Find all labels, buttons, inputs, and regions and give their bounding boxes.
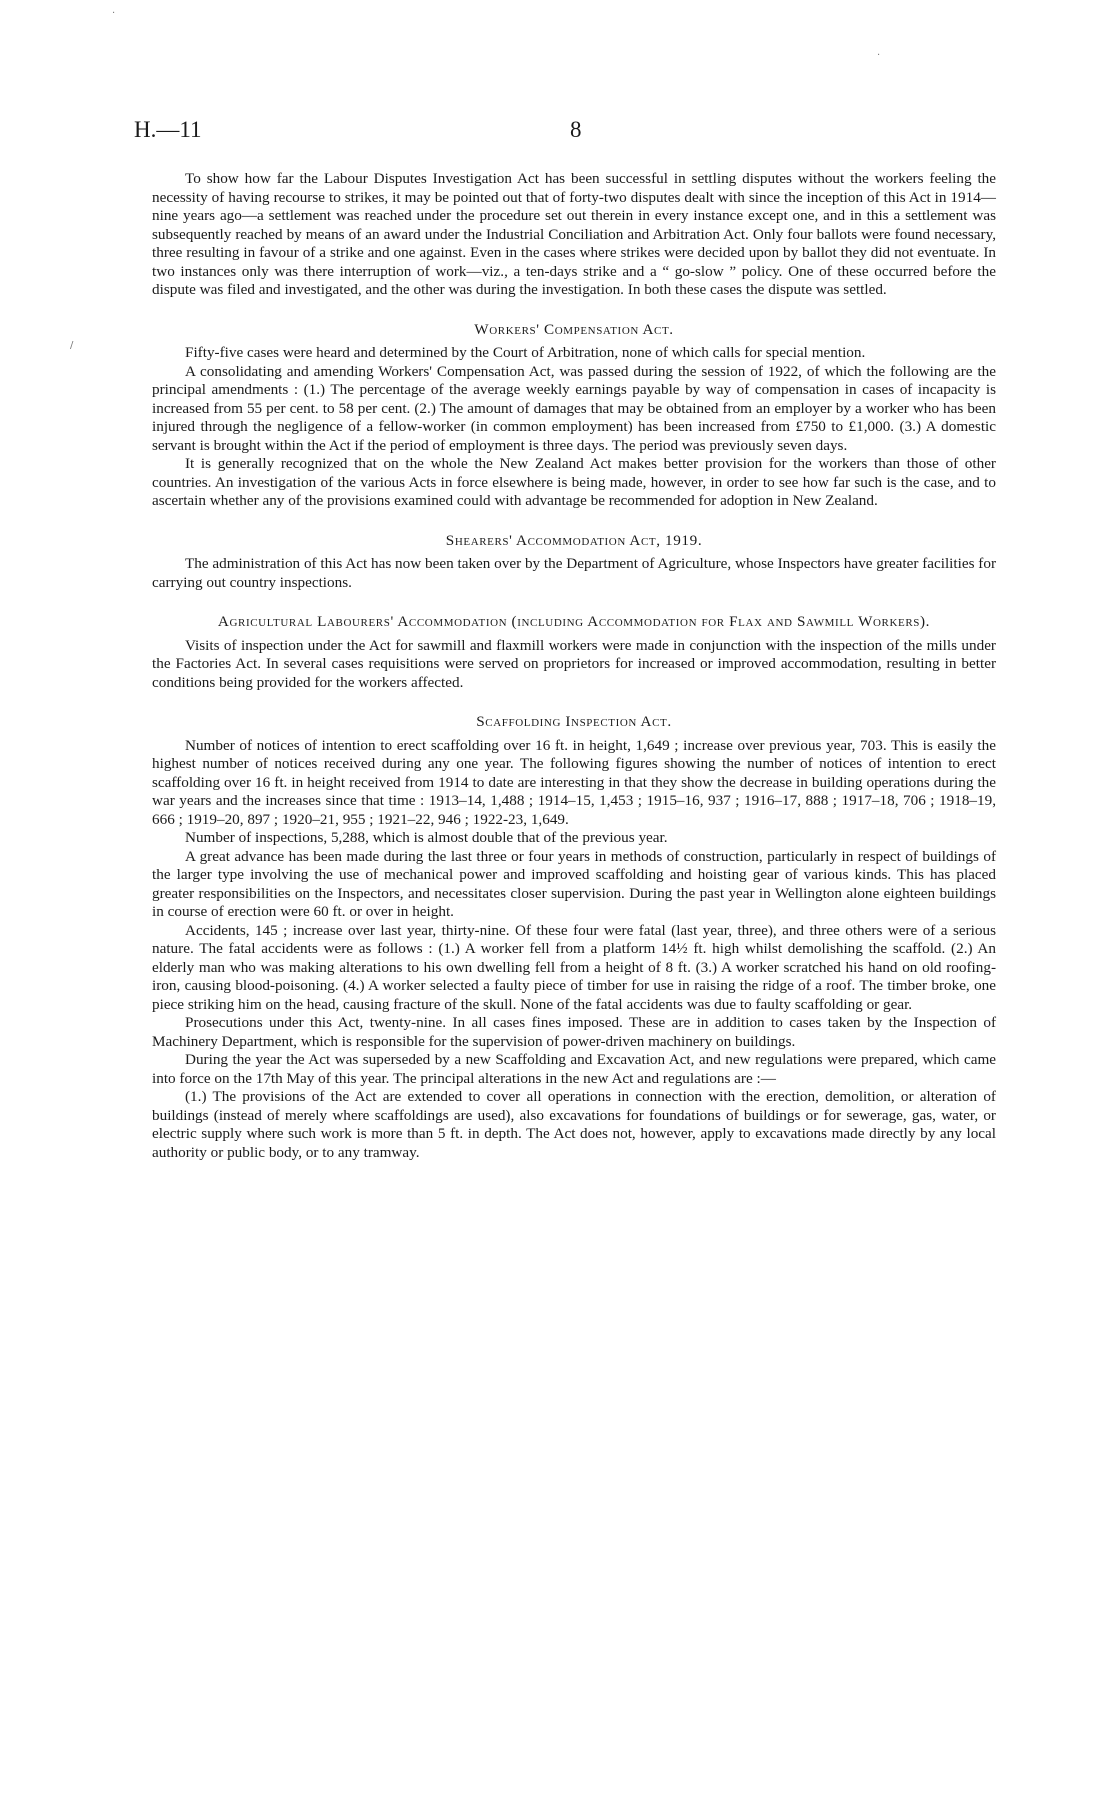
intro-paragraph: To show how far the Labour Disputes Investigation Act has been successful in settling disputes without the workers feeling the necessity of having recourse to strikes, it may be pointed out that of forty-two disputes dealt with since the inception of this Act in 1914—nine years ago—a settlement was reached under the procedure set out therein in every instance except one, and in this a settlement was subsequently reached by means of an award under the Industrial Conciliation and Arbitration Act. Only four ballots were found necessary, three resulting in favour of a strike and one against. Even in the cases where strikes were decided upon by ballot they did not eventuate. In two instances only was there interruption of work—viz., a ten-days strike and a “ go-slow ” policy. One of these occurred before the dispute was filed and investigated, and the other was during the investigation. In both these cases the dispute was settled. xyxy=(152,170,996,298)
section-agricultural-labourers xyxy=(152,613,996,692)
paragraph: A great advance has been made during the last three or four years in methods of construction, particularly in respect of buildings of the larger type involving the use of mechanical power and improved scaffolding and hoisting gear of various kinds. This has placed greater responsibilities on the Inspectors, and necessitates closer supervision. During the past year in Wellington alone eighteen buildings in course of erection were 60 ft. or over in height. xyxy=(152,847,996,920)
paragraph: Accidents, 145 ; increase over last year, thirty-nine. Of these four were fatal (last year, three), and three others were of a serious nature. The fatal accidents were as follows : (1.) A worker fell from a platform 14½ ft. high whilst demolishing the scaffold. (2.) An elderly man who was making alterations to his own dwelling fell from a height of 8 ft. (3.) A worker scratched his hand on old roofing-iron, causing blood-poisoning. (4.) A worker selected a faulty piece of timber for use in raising the ridge of a roof. The timber broke, one piece striking him on the head, causing fracture of the skull. None of the fatal accidents was due to faulty scaffolding or gear. xyxy=(152,921,996,1013)
section-heading: Agricultural Labourers' Accommodation (including Accommodation for Flax and Sawmill Workers). xyxy=(217,613,931,630)
section-shearers-accommodation xyxy=(152,532,996,593)
page-number: 8 xyxy=(570,117,582,142)
paragraph: (1.) The provisions of the Act are extended to cover all operations in connection with the erection, demolition, or alteration of buildings (instead of merely where scaffoldings are used), also excavations for foundations of buildings or for sewerage, gas, water, or electric supply where such work is more than 5 ft. in depth. The Act does not, however, apply to excavations made directly by any local authority or public body, or to any tramway. xyxy=(152,1088,996,1161)
scan-mark: · xyxy=(112,8,116,19)
paragraph: Number of notices of intention to erect scaffolding over 16 ft. in height, 1,649 ; increase over previous year, 703. This is easily the highest number of notices received during any one year. The following figures showing the number of notices of intention to erect scaffolding over 16 ft. in height received from 1914 to date are interesting in that they show the decrease in building operations during the war years and the increases since that time : 1913–14, 1,488 ; 1914–15, 1,453 ; 1915–16, 937 ; 1916–17, 888 ; 1917–18, 706 ; 1918–19, 666 ; 1919–20, 897 ; 1920–21, 955 ; 1921–22, 946 ; 1922-23, 1,649. xyxy=(152,736,996,828)
paragraph: The administration of this Act has now been taken over by the Department of Agriculture, whose Inspectors have greater facilities for carrying out country inspections. xyxy=(152,555,997,591)
paragraph: A consolidating and amending Workers' Compensation Act, was passed during the session of 1922, of which the following are the principal amendments : (1.) The percentage of the average weekly earnings payable by way of compensation in cases of incapacity is increased from 55 per cent. to 58 per cent. (2.) The amount of damages that may be obtained from an employer by a worker who has been injured through the negligence of a fellow-worker (in common employment) has been increased from £750 to £1,000. (3.) A domestic servant is brought within the Act if the period of employment is three days. The period was previously seven days. xyxy=(152,362,996,454)
document-reference: H.—11 xyxy=(134,117,202,142)
section-heading: Scaffolding Inspection Act. xyxy=(476,713,672,730)
section-heading: Workers' Compensation Act. xyxy=(474,320,674,338)
paragraph: Number of inspections, 5,288, which is almost double that of the previous year. xyxy=(185,829,668,846)
scan-mark: / xyxy=(70,340,74,351)
section-scaffolding-inspection xyxy=(152,713,996,1162)
paragraph: It is generally recognized that on the whole the New Zealand Act makes better provision for the workers than those of other countries. An investigation of the various Acts in force elsewhere is being made, however, in order to see how far such is the case, and to ascertain whether any of the provisions examined could with advantage be recommended for adoption in New Zealand. xyxy=(152,455,996,509)
paragraph: Visits of inspection under the Act for sawmill and flaxmill workers were made in conjunction with the inspection of the mills under the Factories Act. In several cases requisitions were served on proprietors for increased or improved accommodation, resulting in better conditions being provided for the workers affected. xyxy=(152,636,996,691)
page-header xyxy=(134,117,996,147)
paragraph: During the year the Act was superseded by a new Scaffolding and Excavation Act, and new regulations were prepared, which came into force on the 17th May of this year. The principal alterations in the new Act and regulations are :— xyxy=(152,1051,996,1087)
paragraph: Fifty-five cases were heard and determined by the Court of Arbitration, none of which calls for special mention. xyxy=(185,344,866,361)
scan-mark: · xyxy=(877,50,881,61)
section-heading: Shearers' Accommodation Act, 1919. xyxy=(445,531,703,549)
paragraph: Prosecutions under this Act, twenty-nine. In all cases fines imposed. These are in addition to cases taken by the Inspection of Machinery Department, which is responsible for the supervision of power-driven machinery on buildings. xyxy=(152,1014,996,1050)
document-body xyxy=(152,170,996,1162)
section-workers-compensation xyxy=(152,321,996,511)
